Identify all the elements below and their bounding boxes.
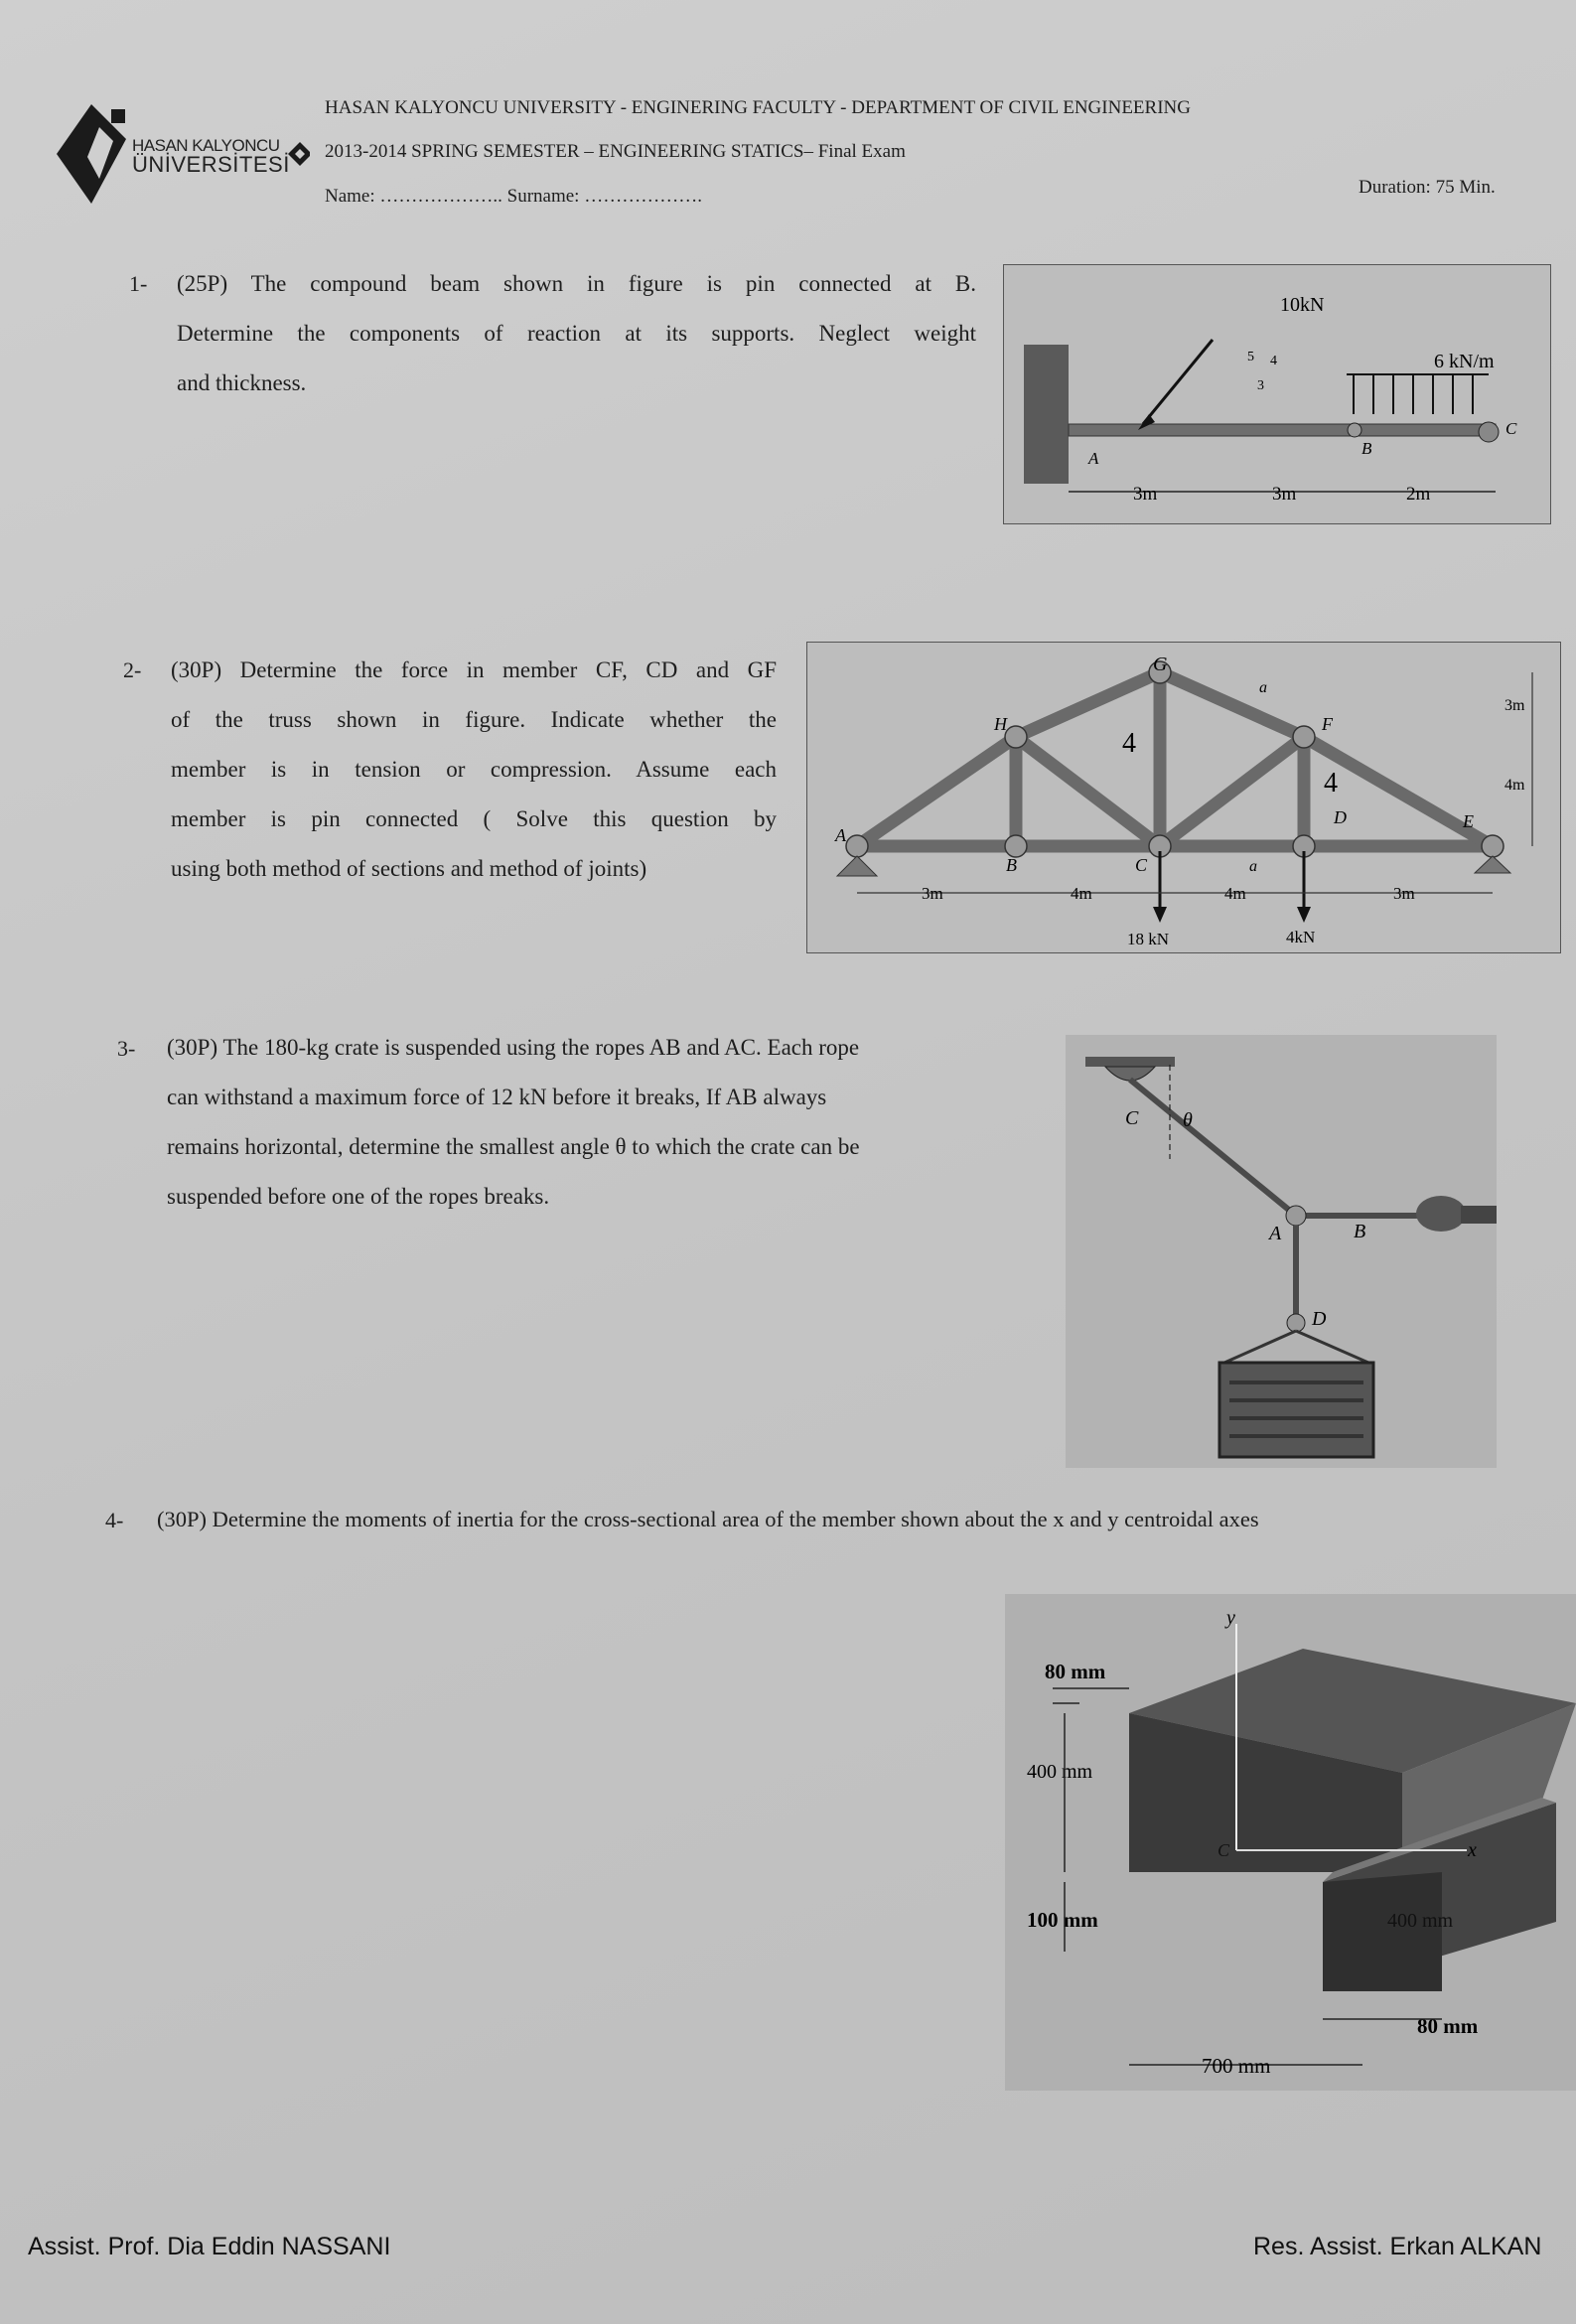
svg-text:400 mm: 400 mm xyxy=(1027,1761,1093,1783)
svg-text:100 mm: 100 mm xyxy=(1027,1908,1098,1932)
svg-text:H: H xyxy=(994,714,1007,734)
question-3-line: suspended before one of the ropes breaks. xyxy=(167,1184,550,1209)
question-2-truss-figure xyxy=(806,642,1561,953)
svg-text:D: D xyxy=(1312,1308,1327,1330)
question-4-line: (30P) Determine the moments of inertia for the cross-sectional area of the member shown about the x and y centroidal axes xyxy=(157,1507,1259,1531)
question-1-number: 1- xyxy=(129,271,148,296)
hand-icon xyxy=(1416,1196,1466,1232)
svg-text:80 mm: 80 mm xyxy=(1417,2014,1479,2038)
question-3-number: 3- xyxy=(117,1036,136,1061)
question-3-line: remains horizontal, determine the smallest angle θ to which the crate can be xyxy=(167,1134,860,1159)
svg-text:3m: 3m xyxy=(1272,484,1297,505)
svg-text:B: B xyxy=(1361,439,1372,458)
svg-text:400 mm: 400 mm xyxy=(1387,1910,1454,1932)
svg-text:3m: 3m xyxy=(922,884,943,903)
svg-text:A: A xyxy=(835,825,846,845)
svg-text:3m: 3m xyxy=(1393,884,1415,903)
question-4-section-figure xyxy=(1005,1594,1576,2091)
svg-text:a: a xyxy=(1259,679,1267,696)
question-3-line: (30P) The 180-kg crate is suspended using the ropes AB and AC. Each rope xyxy=(167,1035,860,1060)
logo-text-line1: HASAN KALYONCU xyxy=(132,136,280,155)
svg-text:3: 3 xyxy=(1257,378,1264,393)
svg-text:C: C xyxy=(1135,855,1148,875)
svg-text:θ: θ xyxy=(1183,1109,1193,1131)
svg-text:C: C xyxy=(1218,1840,1230,1860)
svg-text:3m: 3m xyxy=(1504,697,1525,714)
svg-text:D: D xyxy=(1334,807,1347,827)
svg-text:700 mm: 700 mm xyxy=(1202,2054,1271,2078)
question-2-line: of the truss shown in figure. Indicate whether the xyxy=(171,707,777,732)
svg-text:5: 5 xyxy=(1247,350,1254,364)
question-1-line: (25P) The compound beam shown in figure is pin connected at B. xyxy=(177,271,976,296)
svg-text:A: A xyxy=(1269,1223,1282,1244)
svg-text:x: x xyxy=(1468,1839,1477,1861)
svg-text:4: 4 xyxy=(1324,768,1338,799)
svg-text:4: 4 xyxy=(1270,354,1277,368)
question-2-line: member is pin connected ( Solve this question by xyxy=(171,806,777,831)
svg-text:B: B xyxy=(1354,1221,1366,1242)
svg-text:F: F xyxy=(1322,714,1333,734)
svg-text:E: E xyxy=(1463,811,1474,831)
question-1-text xyxy=(177,259,976,408)
question-1-line: Determine the components of reaction at its supports. Neglect weight xyxy=(177,321,976,346)
question-3-text xyxy=(167,1023,1061,1222)
footer-right-signature: Res. Assist. Erkan ALKAN xyxy=(1253,2233,1542,2260)
distributed-load-label: 6 kN/m xyxy=(1434,351,1495,372)
header-semester: 2013-2014 SPRING SEMESTER – ENGINEERING STATICS– Final Exam xyxy=(325,141,906,162)
svg-text:4: 4 xyxy=(1122,728,1136,759)
question-4-text xyxy=(157,1495,1567,1544)
svg-text:3m: 3m xyxy=(1133,484,1158,505)
question-4-number: 4- xyxy=(105,1508,124,1532)
question-3-line: can withstand a maximum force of 12 kN before it breaks, If AB always xyxy=(167,1085,827,1109)
svg-text:B: B xyxy=(1006,855,1017,875)
header-university: HASAN KALYONCU UNIVERSITY - ENGINERING FACULTY - DEPARTMENT OF CIVIL ENGINEERING xyxy=(325,97,1191,118)
svg-text:4m: 4m xyxy=(1224,884,1246,903)
svg-text:C: C xyxy=(1505,419,1517,438)
svg-text:4m: 4m xyxy=(1504,777,1525,794)
svg-text:C: C xyxy=(1125,1107,1139,1129)
header-duration: Duration: 75 Min. xyxy=(1359,177,1496,198)
svg-text:a: a xyxy=(1249,858,1257,875)
svg-text:80 mm: 80 mm xyxy=(1045,1660,1106,1683)
question-3-crate-figure xyxy=(1066,1035,1497,1468)
svg-text:A: A xyxy=(1088,449,1099,468)
truss-load-1: 18 kN xyxy=(1127,930,1170,948)
beam-force-label: 10kN xyxy=(1280,294,1325,316)
question-2-number: 2- xyxy=(123,657,142,682)
footer-left-signature: Assist. Prof. Dia Eddin NASSANI xyxy=(28,2233,391,2260)
question-1-beam-figure xyxy=(1003,264,1551,524)
svg-text:4m: 4m xyxy=(1071,884,1092,903)
wall-support-icon xyxy=(1024,345,1069,484)
truss-load-2: 4kN xyxy=(1286,928,1316,946)
question-2-line: using both method of sections and method of joints) xyxy=(171,856,647,881)
question-2-line: member is in tension or compression. Assume each xyxy=(171,757,777,782)
question-2-text xyxy=(171,646,777,894)
svg-text:G: G xyxy=(1153,654,1168,675)
svg-text:y: y xyxy=(1226,1607,1235,1629)
logo-text-line2: ÜNİVERSİTESİ xyxy=(132,152,290,177)
question-1-line: and thickness. xyxy=(177,370,307,395)
svg-text:2m: 2m xyxy=(1406,484,1431,505)
header-name-line: Name: ……………….. Surname: ………………. xyxy=(325,186,702,207)
crate-icon xyxy=(1219,1363,1373,1457)
question-2-line: (30P) Determine the force in member CF, CD and GF xyxy=(171,657,777,682)
